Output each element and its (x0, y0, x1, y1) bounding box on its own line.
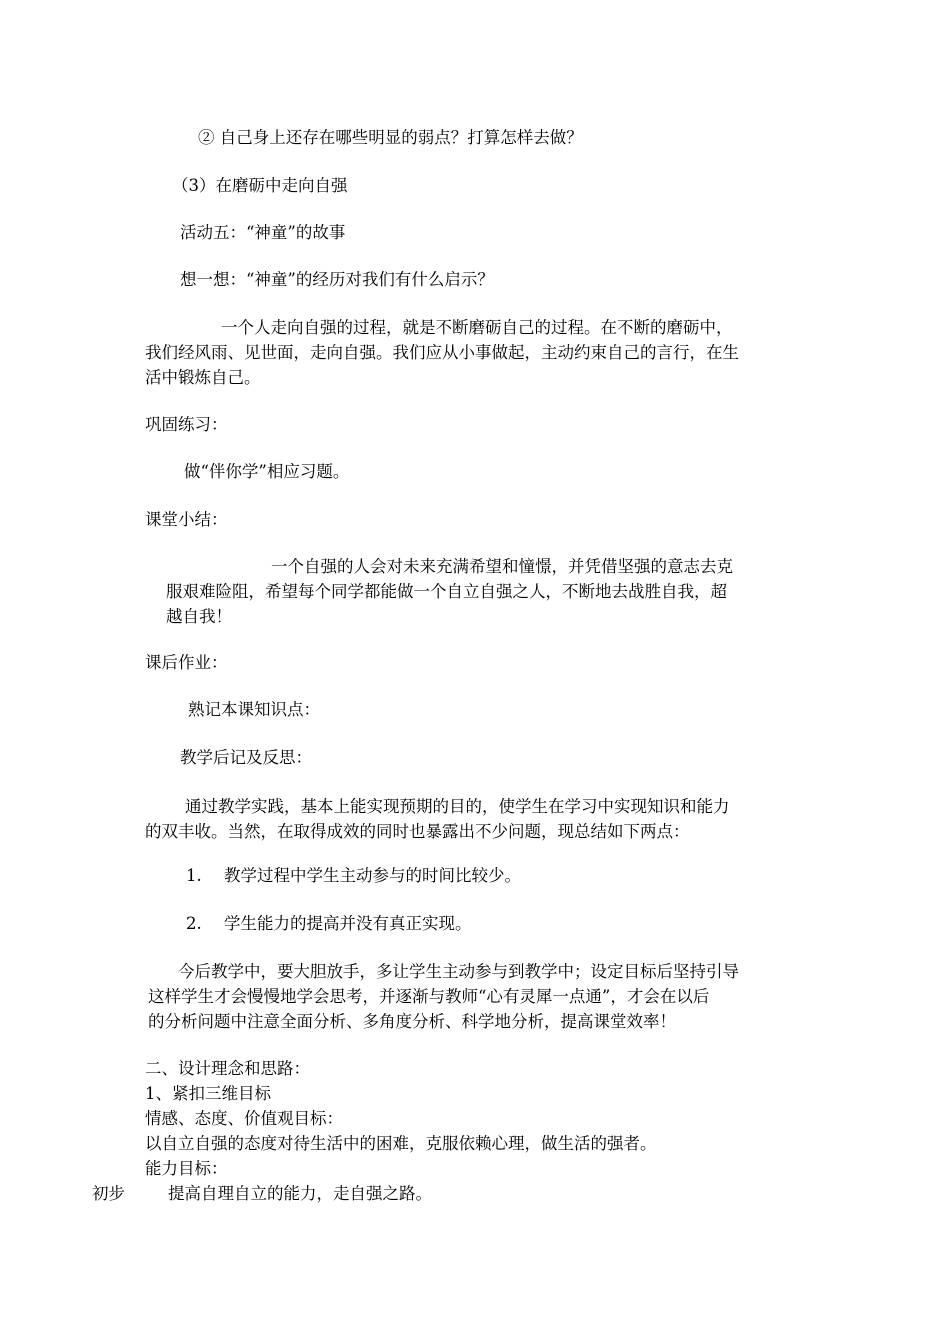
paragraph-line: 一个人走向自强的过程，就是不断磨砺自己的过程。在不断的磨砺中， (221, 318, 733, 337)
section-heading-3: （3）在磨砺中走向自强 (172, 176, 348, 195)
future-paragraph (148, 959, 808, 1034)
future-line: 今后教学中，要大胆放手，多让学生主动参与到教学中；设定目标后坚持引导 (178, 962, 739, 981)
emotion-goal-label: 情感、态度、价值观目标： (145, 1109, 343, 1128)
ability-goal-text: 提高自理自立的能力，走自强之路。 (168, 1184, 432, 1203)
point-2-number: 2. (186, 914, 202, 933)
paragraph-line: 我们经风雨、见世面，走向自强。我们应从小事做起，主动约束自己的言行，在生 (145, 343, 739, 362)
reflection-line: 通过教学实践，基本上能实现预期的目的，使学生在学习中实现知识和能力 (185, 797, 730, 816)
point-1-text: 教学过程中学生主动参与的时间比较少。 (224, 866, 521, 885)
ability-goal-label: 能力目标： (145, 1159, 228, 1178)
reflection-paragraph (145, 794, 805, 844)
question-2: ② 自己身上还存在哪些明显的弱点？打算怎样去做？ (198, 128, 583, 147)
paragraph-line: 活中锻炼自己。 (145, 368, 261, 387)
think-prompt: 想一想：“神童”的经历对我们有什么启示？ (180, 270, 494, 289)
reflection-line: 的双丰收。当然，在取得成效的同时也暴露出不少问题，现总结如下两点： (145, 822, 690, 841)
point-2-text: 学生能力的提高并没有真正实现。 (224, 914, 472, 933)
future-line: 这样学生才会慢慢地学会思考，并逐渐与教师“心有灵犀一点通”，才会在以后 (148, 987, 710, 1006)
summary-paragraph (166, 554, 806, 629)
practice-label: 巩固练习： (145, 415, 228, 434)
summary-line: 越自我！ (166, 607, 232, 626)
paragraph-self-improvement (145, 315, 805, 390)
point-1-number: 1. (186, 866, 202, 885)
design-title: 二、设计理念和思路： (145, 1059, 310, 1078)
design-item-1: 1、紧扣三维目标 (145, 1084, 271, 1103)
summary-line: 服艰难险阻，希望每个同学都能做一个自立自强之人，不断地去战胜自我，超 (166, 582, 727, 601)
reflection-label: 教学后记及反思： (180, 748, 312, 767)
activity-5-title: 活动五：“神童”的故事 (180, 223, 346, 242)
emotion-goal-text: 以自立自强的态度对待生活中的困难，克服依赖心理，做生活的强者。 (145, 1134, 657, 1153)
practice-text: 做“伴你学”相应习题。 (184, 462, 350, 481)
homework-text: 熟记本课知识点： (188, 700, 320, 719)
ability-goal-prefix: 初步 (92, 1184, 125, 1203)
future-line: 的分析问题中注意全面分析、多角度分析、科学地分析，提高课堂效率！ (148, 1012, 676, 1031)
homework-label: 课后作业： (145, 653, 228, 672)
summary-label: 课堂小结： (145, 510, 228, 529)
summary-line: 一个自强的人会对未来充满希望和憧憬，并凭借坚强的意志去克 (271, 557, 733, 576)
